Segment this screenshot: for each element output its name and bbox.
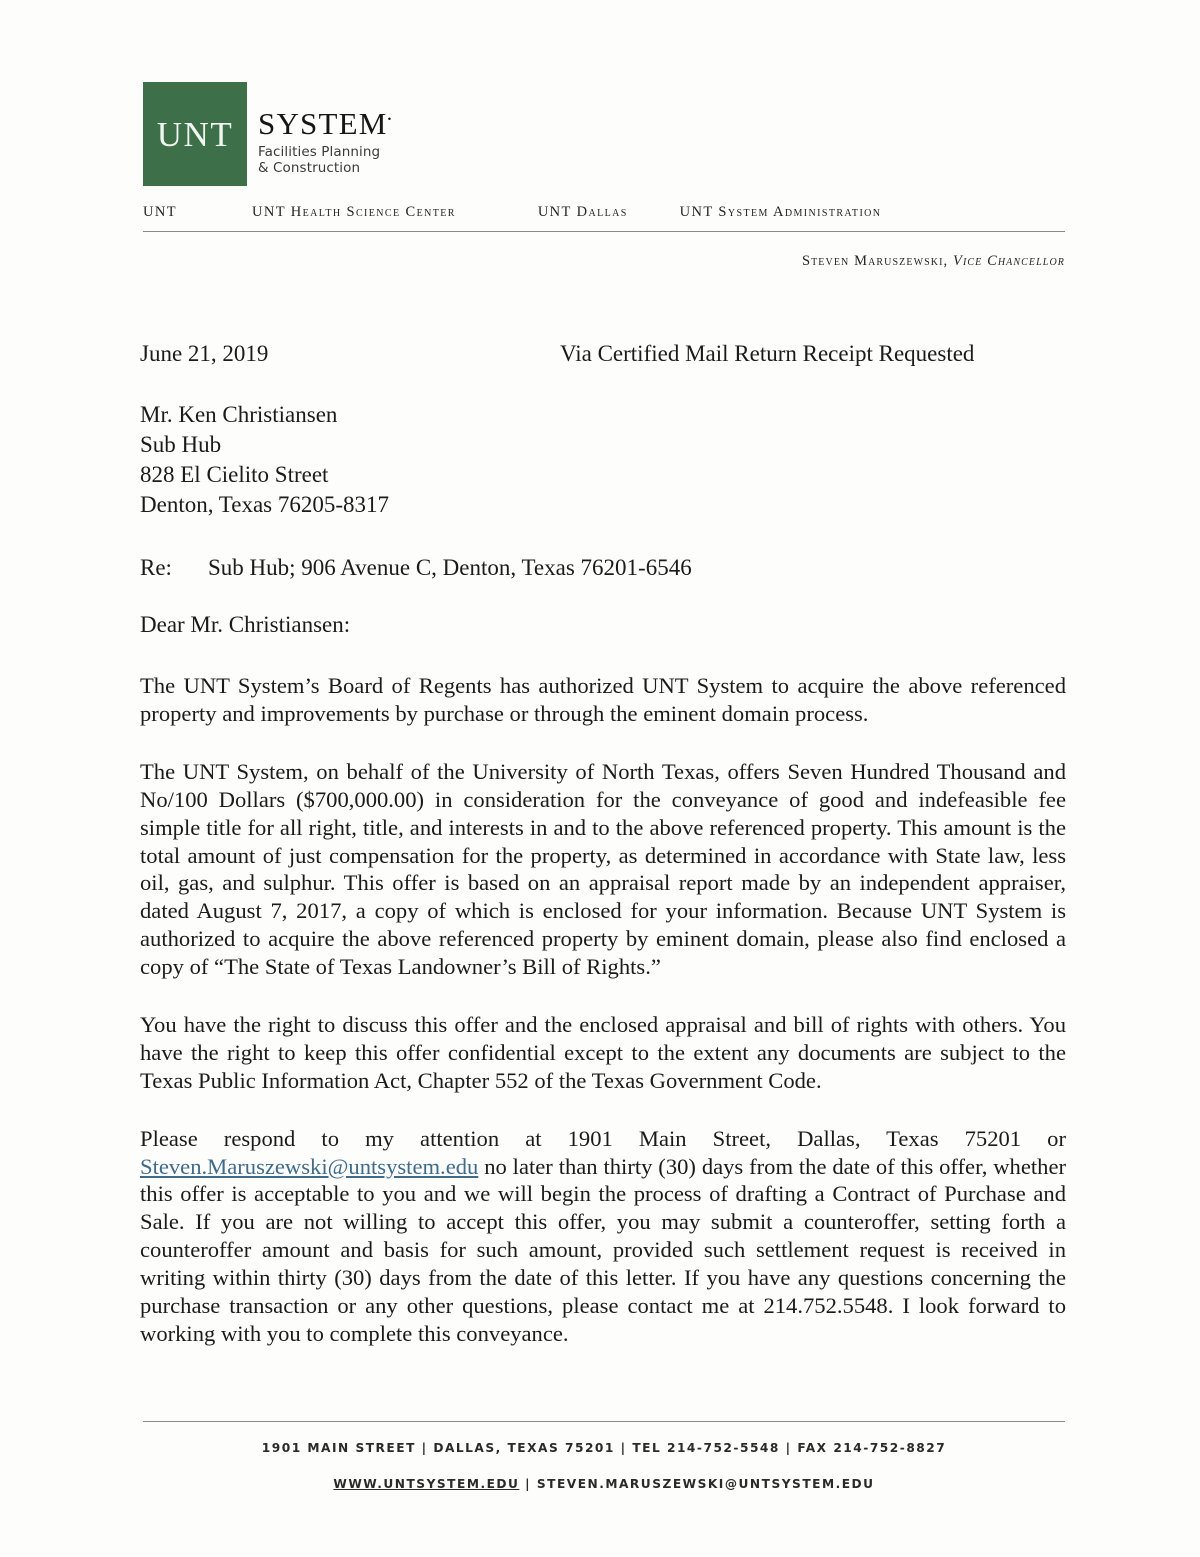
salutation: Dear Mr. Christiansen: <box>140 612 351 638</box>
logo-wordmark-group <box>258 82 391 177</box>
recipient-address-block <box>140 400 1066 520</box>
signatory-name: Steven Maruszewski, <box>801 253 949 269</box>
paragraph-4 <box>140 1125 1066 1348</box>
subject-line <box>140 554 1066 583</box>
logo-subtitle-line1: Facilities Planning <box>258 144 381 160</box>
footer-separator: | <box>519 1477 537 1491</box>
institution-health-science-center: UNT Health Science Center <box>252 204 456 220</box>
trademark-icon: • <box>387 113 392 126</box>
subject-label: Re: <box>140 554 172 580</box>
footer-address-line: 1901 MAIN STREET | DALLAS, TEXAS 75201 | TEL 214-752-5548 | FAX 214-752-8827 <box>261 1441 947 1455</box>
subject-text: Sub Hub; 906 Avenue C, Denton, Texas 76201-6546 <box>208 554 692 580</box>
institution-bar <box>143 204 1065 221</box>
paragraph-4-text-after: no later than thirty (30) days from the date of this offer, whether this offer is acceptable to you and we will begin the process of drafting a Contract of Purchase and Sale. If you are not willing to accept this offer, you may submit a counteroffer, setting forth a counteroffer amount and basis for such amount, provided such settlement request is received in writing within thirty (30) days from the date of this letter. If you have any questions concerning the purchase transaction or any other questions, please contact me at 214.752.5548. I look forward to working with you to complete this conveyance. <box>140 1153 1066 1346</box>
logo-subtitle-line2: & Construction <box>258 160 361 177</box>
footer-contact-line <box>143 1477 1065 1491</box>
letterhead-logo <box>143 82 391 186</box>
footer-website-link[interactable]: WWW.UNTSYSTEM.EDU <box>333 1477 520 1491</box>
paragraph-2: The UNT System, on behalf of the University of North Texas, offers Seven Hundred Thousand and No/100 Dollars ($700,000.00) in consideration for the conveyance of good and indefeasible fee simple title for all right, title, and interests in and to the above referenced property. This amount is the total amount of just compensation for the property, as determined in accordance with State law, less oil, gas, and sulphur. This offer is based on an appraisal report made by an independent appraiser, dated August 7, 2017, a copy of which is enclosed for your information. Because UNT System is authorized to acquire the above referenced property by eminent domain, please also find enclosed a copy of “The State of Texas Landowner’s Bill of Rights.” <box>140 758 1066 980</box>
signatory-title: Vice Chancellor <box>953 253 1065 269</box>
institution-system-administration: UNT System Administration <box>679 204 882 220</box>
paragraph-4-text-before: Please respond to my attention at 1901 Main Street, Dallas, Texas 75201 or <box>140 1125 1066 1151</box>
signatory-line <box>802 253 1065 270</box>
footer-email: STEVEN.MARUSZEWSKI@UNTSYSTEM.EDU <box>536 1477 875 1491</box>
header-divider <box>143 231 1065 232</box>
logo-subtitle <box>258 144 391 177</box>
recipient-company: Sub Hub <box>140 431 222 457</box>
letter-date: June 21, 2019 <box>140 341 269 366</box>
recipient-city-state-zip: Denton, Texas 76205-8317 <box>140 491 390 517</box>
recipient-name: Mr. Ken Christiansen <box>140 402 338 428</box>
paragraph-1: The UNT System’s Board of Regents has authorized UNT System to acquire the above referenced property and improvements by purchase or through the eminent domain process. <box>140 673 1066 726</box>
unt-logo-text: UNT <box>156 114 234 154</box>
institution-unt-dallas: UNT Dallas <box>537 204 628 220</box>
system-wordmark-text: SYSTEM <box>258 106 388 141</box>
date-delivery-row <box>140 340 1066 368</box>
recipient-street: 828 El Cielito Street <box>140 461 329 487</box>
institution-unt: UNT <box>143 204 178 220</box>
letter-body <box>140 340 1066 1348</box>
page-footer <box>143 1441 1065 1491</box>
email-link[interactable]: Steven.Maruszewski@untsystem.edu <box>140 1153 479 1179</box>
unt-logo-mark <box>143 82 247 186</box>
footer-divider <box>143 1421 1065 1422</box>
paragraph-3: You have the right to discuss this offer and the enclosed appraisal and bill of rights with others. You have the right to keep this offer confidential except to the extent any documents are subject to the Texas Public Information Act, Chapter 552 of the Texas Government Code. <box>140 1012 1066 1093</box>
system-wordmark <box>258 108 391 139</box>
delivery-method: Via Certified Mail Return Receipt Requested <box>560 341 975 366</box>
